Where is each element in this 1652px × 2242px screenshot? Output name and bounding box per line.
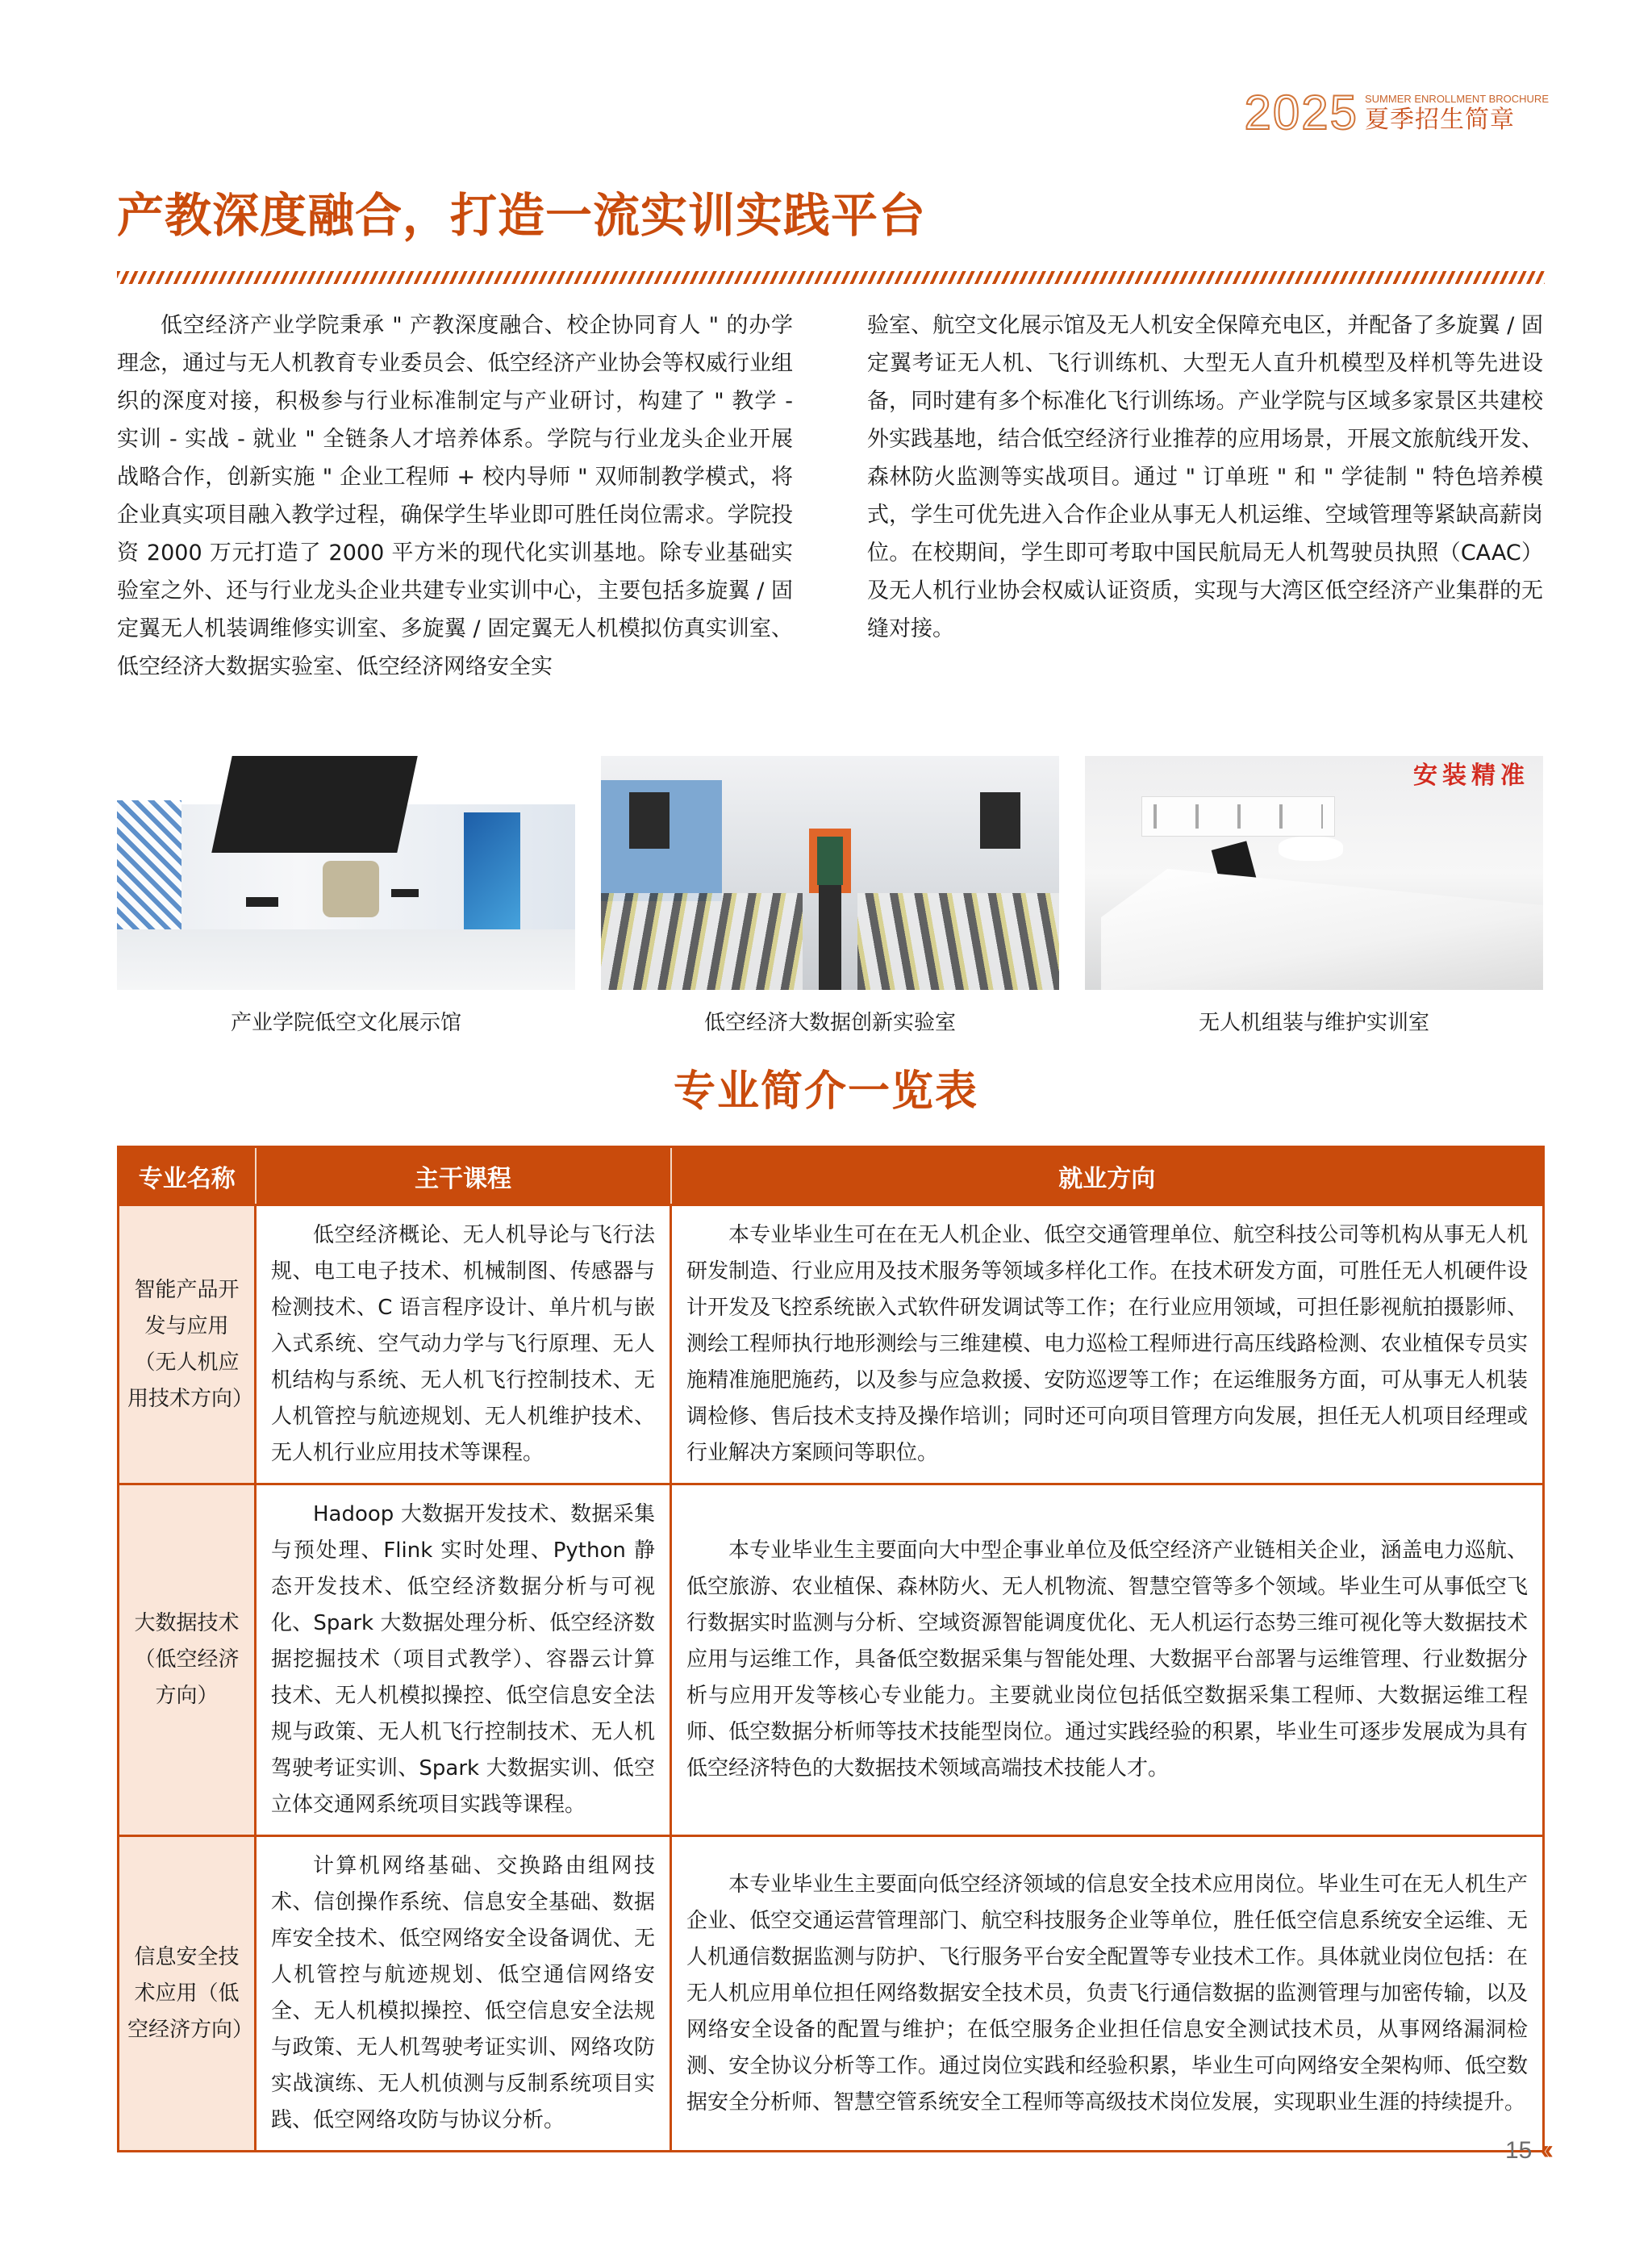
photo-drone-assembly-lab xyxy=(1085,756,1543,990)
intro-column-right: 验室、航空文化展示馆及无人机安全保障充电区，并配备了多旋翼 / 固定翼考证无人机、飞行训练机、大型无人直升机模型及样机等先进设备，同时建有多个标准化飞行训练场。产业学院与区域多家景区共建校外实践基地，结合低空经济行业推荐的应用场景，开展文旅航线开发、森林防火监测等实战项目。通过 " 订单班 " 和 " 学徒制 " 特色培养模式，学生可优先进入合作企业从事无人机运维、空域管理等紧缺高薪岗位。在校期间，学生即可考取中国民航局无人机驾驶员执照（CAAC）及无人机行业协会权威认证资质，实现与大湾区低空经济产业集群的无缝对接。 xyxy=(867,313,1543,641)
column-header-courses: 主干课程 xyxy=(256,1147,671,1205)
intro-column-left: 低空经济产业学院秉承 " 产教深度融合、校企协同育人 " 的办学理念，通过与无人机教育专业委员会、低空经济产业协会等权威行业组织的深度对接，积极参与行业标准制定与产业研讨，构建了 " 教学 - 实训 - 实战 - 就业 " 全链条人才培养体系。学院与行业龙头企业开展战略合作，创新实施 " 企业工程师 + 校内导师 " 双师制教学模式，将企业真实项目融入教学过程，确保学生毕业即可胜任岗位需求。学院投资 2000 万元打造了 2000 平方米的现代化实训基地。除专业基础实验室之外、还与行业龙头企业共建专业实训中心，主要包括多旋翼 / 固定翼无人机装调维修实训室、多旋翼 / 固定翼无人机模拟仿真实训室、低空经济大数据实验室、低空经济网络安全实 xyxy=(117,313,793,679)
brand-subtitle-en: SUMMER ENROLLMENT BROCHURE xyxy=(1364,93,1549,105)
table-row xyxy=(119,1484,1544,1836)
double-chevron-left-icon: ‹‹ xyxy=(1540,2135,1549,2165)
brand-year: 2025 xyxy=(1244,86,1358,140)
major-name: 智能产品开发与应用（无人机应用技术方向） xyxy=(119,1205,256,1484)
wall-sign: 安装精准 xyxy=(1413,762,1529,790)
photo-culture-exhibition-hall xyxy=(117,756,575,990)
table-title: 专业简介一览表 xyxy=(673,1067,978,1116)
table-row xyxy=(119,1836,1544,2152)
brochure-brand xyxy=(1244,86,1550,140)
hatched-divider xyxy=(117,271,1545,284)
major-name: 大数据技术（低空经济方向） xyxy=(119,1484,256,1836)
photo-big-data-lab xyxy=(601,756,1059,990)
brand-subtitle-cn: 夏季招生简章 xyxy=(1364,106,1515,134)
section-title: 产教深度融合，打造一流实训实践平台 xyxy=(117,188,927,243)
intro-text xyxy=(117,307,1545,726)
major-courses: 计算机网络基础、交换路由组网技术、信创操作系统、信息安全基础、数据库安全技术、低空网络安全设备调优、无人机管控与航迹规划、低空通信网络安全、无人机模拟操控、低空信息安全法规与政策、无人机驾驶考证实训、网络攻防实战演练、无人机侦测与反制系统项目实践、低空网络攻防与协议分析。 xyxy=(256,1836,671,2152)
major-career: 本专业毕业生可在在无人机企业、低空交通管理单位、航空科技公司等机构从事无人机研发制造、行业应用及技术服务等领域多样化工作。在技术研发方面，可胜任无人机硬件设计开发及飞控系统嵌入式软件研发调试等工作；在行业应用领域，可担任影视航拍摄影师、测绘工程师执行地形测绘与三维建模、电力巡检工程师进行高压线路检测、农业植保专员实施精准施肥施药，以及参与应急救援、安防巡逻等工作；在运维服务方面，可从事无人机装调检修、售后技术支持及操作培训；同时还可向项目管理方向发展，担任无人机项目经理或行业解决方案顾问等职位。 xyxy=(671,1205,1544,1484)
brand-text xyxy=(1365,94,1549,136)
major-career: 本专业毕业生主要面向低空经济领域的信息安全技术应用岗位。毕业生可在无人机生产企业、低空交通运营管理部门、航空科技服务企业等单位，胜任低空信息系统安全运维、无人机通信数据监测与防护、飞行服务平台安全配置等专业技术工作。具体就业岗位包括：在无人机应用单位担任网络数据安全技术员，负责飞行通信数据的监测管理与加密传输，以及网络安全设备的配置与维护；在低空服务企业担任信息安全测试技术员，从事网络漏洞检测、安全协议分析等工作。通过岗位实践和经验积累，毕业生可向网络安全架构师、低空数据安全分析师、智慧空管系统安全工程师等高级技术岗位发展，实现职业生涯的持续提升。 xyxy=(671,1836,1544,2152)
major-courses: Hadoop 大数据开发技术、数据采集与预处理、Flink 实时处理、Python 静态开发技术、低空经济数据分析与可视化、Spark 大数据处理分析、低空经济数据挖掘技术（项目式教学）、容器云计算技术、无人机模拟操控、低空信息安全法规与政策、无人机飞行控制技术、无人机驾驶考证实训、Spark 大数据实训、低空立体交通网系统项目实践等课程。 xyxy=(256,1484,671,1836)
column-header-major: 专业名称 xyxy=(119,1147,256,1205)
majors-table xyxy=(117,1146,1545,2152)
major-courses: 低空经济概论、无人机导论与飞行法规、电工电子技术、机械制图、传感器与检测技术、C 语言程序设计、单片机与嵌入式系统、空气动力学与飞行原理、无人机结构与系统、无人机飞行控制技术、无人机管控与航迹规划、无人机维护技术、无人机行业应用技术等课程。 xyxy=(256,1205,671,1484)
major-career: 本专业毕业生主要面向大中型企事业单位及低空经济产业链相关企业，涵盖电力巡航、低空旅游、农业植保、森林防火、无人机物流、智慧空管等多个领域。毕业生可从事低空飞行数据实时监测与分析、空域资源智能调度优化、无人机运行态势三维可视化等大数据技术应用与运维工作，具备低空数据采集与智能处理、大数据平台部署与运维管理、行业数据分析与应用开发等核心专业能力。主要就业岗位包括低空数据采集工程师、大数据运维工程师、低空数据分析师等技术技能型岗位。通过实践经验的积累，毕业生可逐步发展成为具有低空经济特色的大数据技术领域高端技术技能人才。 xyxy=(671,1484,1544,1836)
photo-caption: 低空经济大数据创新实验室 xyxy=(703,1011,956,1035)
photo-caption: 无人机组装与维护实训室 xyxy=(1198,1011,1429,1035)
column-header-career: 就业方向 xyxy=(671,1147,1544,1205)
page-number-text: 15 xyxy=(1504,2136,1533,2164)
major-name: 信息安全技术应用（低空经济方向） xyxy=(119,1836,256,2152)
photo-gallery xyxy=(117,756,1545,1035)
photo-caption: 产业学院低空文化展示馆 xyxy=(230,1011,461,1035)
table-row xyxy=(119,1205,1544,1484)
table-header-row xyxy=(119,1147,1544,1205)
page-number xyxy=(1505,2135,1549,2166)
